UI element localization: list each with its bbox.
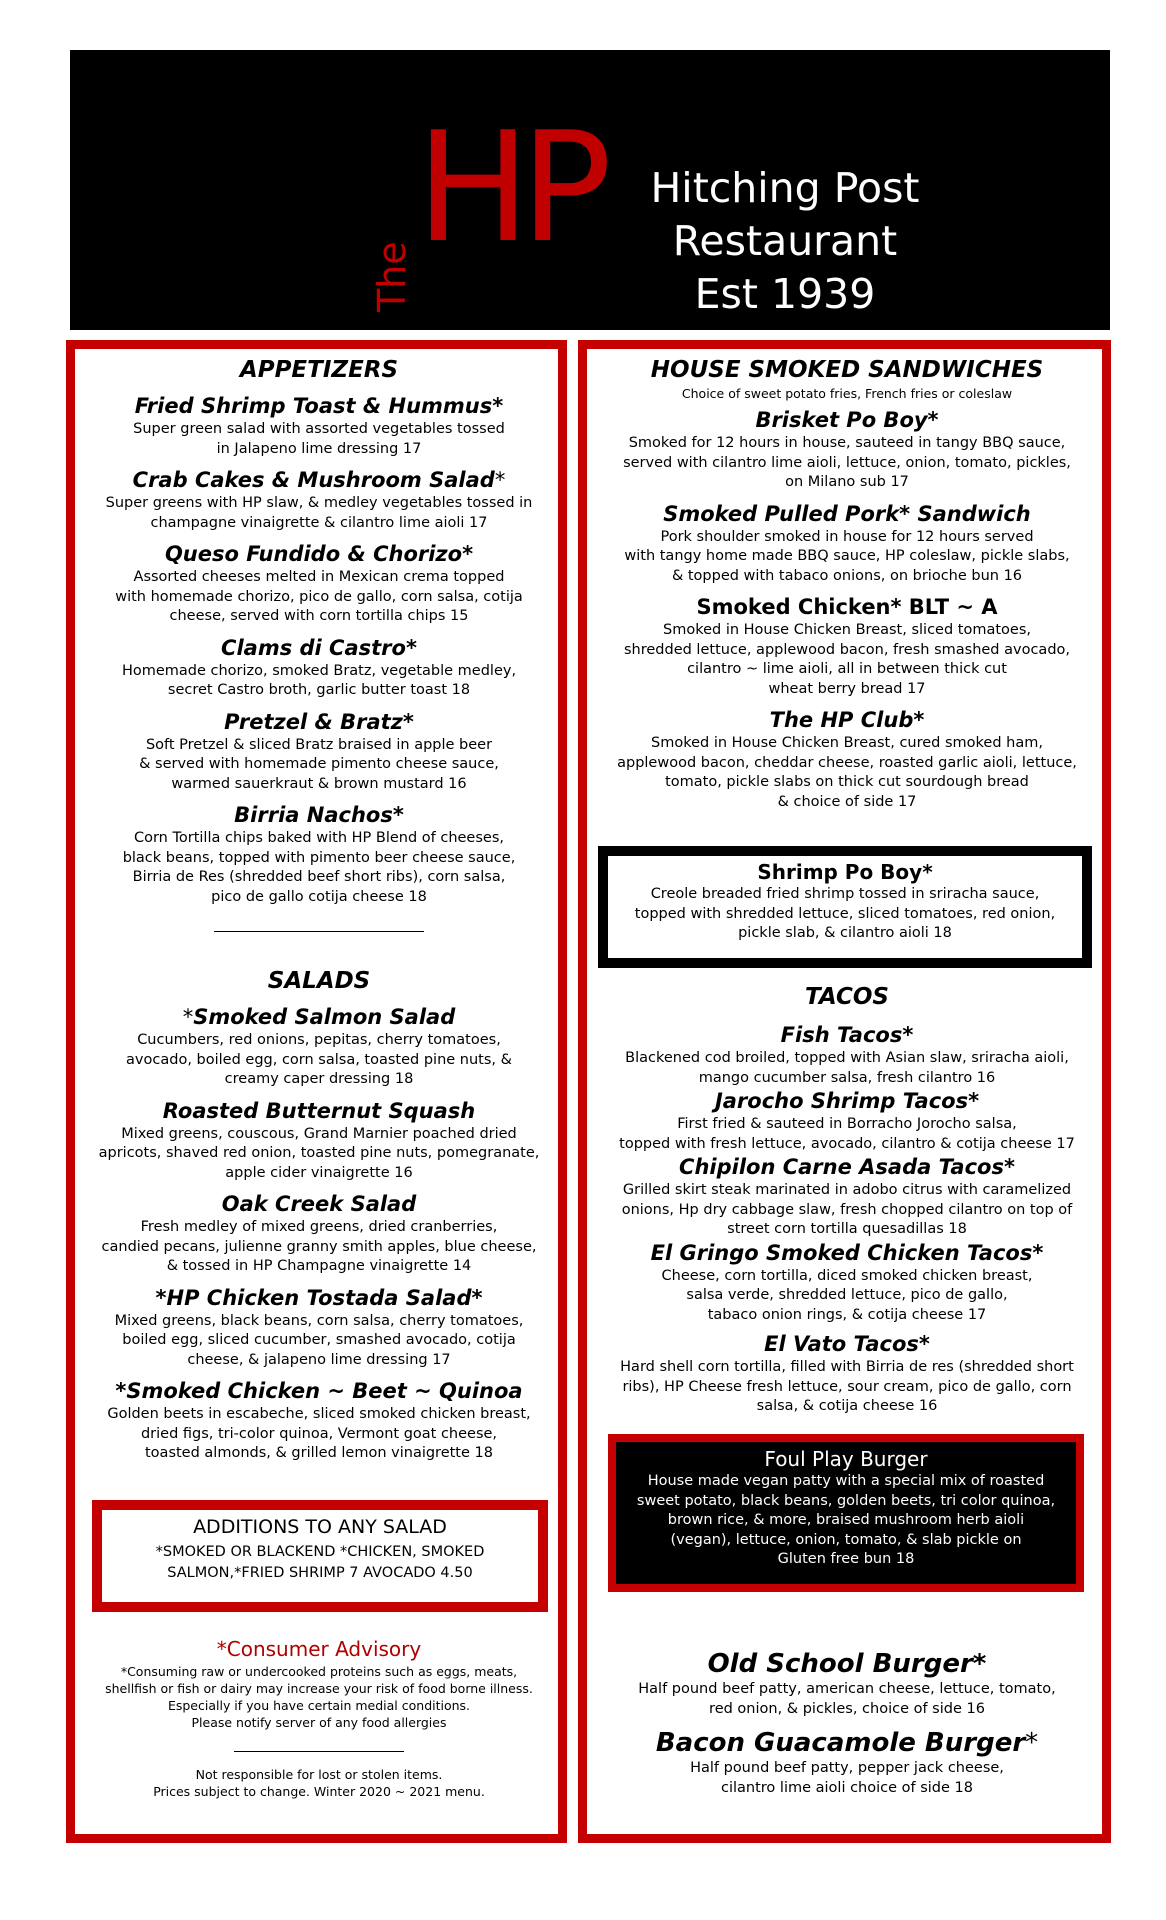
- logo-hp-text: HP: [416, 99, 602, 276]
- desc-line: Smoked in House Chicken Breast, sliced tomatoes,: [663, 622, 1031, 638]
- menu-item: [592, 501, 1102, 587]
- desc-line: Blackened cod broiled, topped with Asian slaw, sriracha aioli,: [625, 1050, 1069, 1066]
- desc-line: Smoked for 12 hours in house, sauteed in tangy BBQ sauce,: [628, 435, 1066, 451]
- item-desc: [592, 1115, 1102, 1154]
- advisory-line: Especially if you have certain medial conditions.: [167, 1698, 471, 1713]
- item-desc: [592, 1267, 1102, 1326]
- desc-line: applewood bacon, cheddar cheese, roasted garlic aioli, lettuce,: [617, 754, 1077, 771]
- item-desc: [80, 420, 558, 459]
- advisory-line: *Consuming raw or undercooked proteins such as eggs, meats,: [120, 1664, 518, 1679]
- item-name-text: Smoked Salmon Salad: [193, 1005, 456, 1029]
- item-desc: [592, 1181, 1102, 1240]
- desc-line: House made vegan patty with a special mix of roasted: [647, 1473, 1045, 1489]
- salads-section: [80, 966, 558, 1464]
- item-desc: [592, 434, 1102, 493]
- desc-line: salsa, & cotija cheese 16: [756, 1398, 938, 1414]
- desc-line: champagne vinaigrette & cilantro lime aioli 17: [150, 514, 488, 531]
- desc-line: & served with homemade pimento cheese sauce,: [139, 756, 499, 772]
- logo-the-text: The: [370, 241, 414, 312]
- established-year: Est 1939: [694, 270, 876, 318]
- header-banner: [70, 50, 1110, 330]
- additions-line: *SMOKED OR BLACKEND *CHICKEN, SMOKED: [155, 1544, 485, 1560]
- desc-line: Golden beets in escabeche, sliced smoked chicken breast,: [107, 1406, 531, 1422]
- desc-line: Cheese, corn tortilla, diced smoked chicken breast,: [661, 1267, 1033, 1284]
- menu-item: [592, 594, 1102, 699]
- desc-line: Smoked in House Chicken Breast, cured smoked ham,: [651, 735, 1043, 751]
- desc-line: tomato, pickle slabs on thick cut sourdough bread: [665, 774, 1029, 790]
- menu-item: [80, 1378, 558, 1464]
- item-desc: [80, 1312, 558, 1371]
- divider-line: [234, 1751, 404, 1752]
- advisory-text: [80, 1663, 558, 1731]
- desc-line: shredded lettuce, applewood bacon, fresh smashed avocado,: [623, 641, 1071, 658]
- menu-item: [80, 541, 558, 627]
- menu-item: [592, 707, 1102, 812]
- menu-item: [592, 1727, 1102, 1798]
- desc-line: dried figs, tri-color quinoa, Vermont goat cheese,: [140, 1425, 498, 1442]
- desc-line: cheese, served with corn tortilla chips 15: [169, 608, 469, 624]
- tacos-title: TACOS: [805, 984, 889, 1010]
- additions-text: [102, 1542, 538, 1584]
- item-desc: [592, 528, 1102, 587]
- divider: [80, 931, 558, 932]
- menu-item: [592, 1331, 1102, 1417]
- desc-line: wheat berry bread 17: [768, 680, 926, 697]
- foul-play-burger-box: [608, 1434, 1084, 1592]
- item-desc: [592, 1358, 1102, 1417]
- salads-title: SALADS: [267, 968, 371, 994]
- desc-line: pico de gallo cotija cheese 18: [211, 888, 427, 905]
- desc-line: candied pecans, julienne granny smith apples, blue cheese,: [101, 1238, 537, 1255]
- item-desc: [592, 1759, 1102, 1798]
- desc-line: Super green salad with assorted vegetables tossed: [133, 421, 505, 437]
- desc-line: Mixed greens, black beans, corn salsa, cherry tomatoes,: [114, 1312, 524, 1329]
- menu-item: [80, 467, 558, 533]
- item-name-prefix: *: [182, 1005, 194, 1029]
- item-desc: [80, 829, 558, 907]
- desc-line: Super greens with HP slaw, & medley vegetables tossed in: [105, 495, 533, 511]
- menu-item: [80, 1004, 558, 1090]
- item-name: Brisket Po Boy*: [755, 408, 939, 432]
- desc-line: in Jalapeno lime dressing 17: [216, 440, 422, 457]
- desc-line: Gluten free bun 18: [777, 1551, 915, 1567]
- menu-item: [80, 635, 558, 701]
- item-name: Fried Shrimp Toast & Hummus*: [134, 394, 504, 418]
- appetizers-title: APPETIZERS: [239, 357, 399, 383]
- desc-line: salsa verde, shredded lettuce, pico de gallo,: [686, 1287, 1008, 1303]
- advisory-line: shellfish or fish or dairy may increase your risk of food borne illness.: [105, 1681, 533, 1696]
- item-name: El Vato Tacos*: [764, 1332, 930, 1356]
- item-name: Jarocho Shrimp Tacos*: [714, 1089, 980, 1113]
- desc-line: toasted almonds, & grilled lemon vinaigrette 18: [145, 1445, 493, 1461]
- menu-item: [80, 393, 558, 459]
- item-name: Smoked Pulled Pork* Sandwich: [663, 501, 1031, 526]
- item-name: Birria Nachos*: [234, 803, 404, 827]
- item-name: Roasted Butternut Squash: [162, 1098, 476, 1123]
- desc-line: & topped with tabaco onions, on brioche bun 16: [671, 567, 1023, 584]
- item-name: Fish Tacos*: [780, 1023, 914, 1047]
- menu-item: [592, 1022, 1102, 1088]
- desc-line: warmed sauerkraut & brown mustard 16: [171, 775, 467, 792]
- desc-line: Hard shell corn tortilla, filled with Birria de res (shredded short: [620, 1359, 1074, 1375]
- item-name: Chipilon Carne Asada Tacos*: [679, 1155, 1015, 1179]
- desc-line: Birria de Res (shredded beef short ribs), corn salsa,: [132, 869, 506, 885]
- desc-line: Soft Pretzel & sliced Bratz braised in apple beer: [145, 736, 493, 753]
- item-desc: [592, 621, 1102, 699]
- item-desc: [80, 568, 558, 627]
- desc-line: creamy caper dressing 18: [224, 1071, 414, 1087]
- item-name: Oak Creek Salad: [221, 1192, 417, 1216]
- item-desc: [80, 1405, 558, 1464]
- menu-item: [592, 1088, 1102, 1154]
- desc-line: tabaco onion rings, & cotija cheese 17: [707, 1306, 987, 1323]
- desc-line: Half pound beef patty, pepper jack cheese,: [690, 1760, 1004, 1776]
- desc-line: First fried & sauteed in Borracho Jorocho salsa,: [677, 1116, 1017, 1132]
- desc-line: served with cilantro lime aioli, lettuce, onion, tomato, pickles,: [623, 454, 1071, 471]
- desc-line: cheese, & jalapeno lime dressing 17: [187, 1351, 451, 1368]
- menu-item: [592, 407, 1102, 493]
- item-name-text: Bacon Guacamole Burger: [655, 1728, 1026, 1758]
- item-name: Pretzel & Bratz*: [224, 709, 414, 734]
- item-name-text: Crab Cakes & Mushroom Salad: [132, 468, 495, 492]
- desc-line: & tossed in HP Champagne vinaigrette 14: [166, 1258, 472, 1274]
- item-name: [80, 467, 558, 494]
- item-name: [80, 1004, 558, 1031]
- desc-line: street corn tortilla quesadillas 18: [727, 1221, 967, 1237]
- desc-line: cilantro lime aioli choice of side 18: [721, 1779, 973, 1796]
- desc-line: Grilled skirt steak marinated in adobo citrus with caramelized: [622, 1182, 1072, 1198]
- advisory-title: *Consumer Advisory: [216, 1637, 422, 1661]
- item-desc: [80, 736, 558, 795]
- menu-item: [80, 709, 558, 795]
- additions-line: SALMON,*FRIED SHRIMP 7 AVOCADO 4.50: [167, 1565, 473, 1581]
- restaurant-name: Hitching Post Restaurant: [650, 164, 920, 265]
- item-desc: [80, 1031, 558, 1090]
- desc-line: Half pound beef patty, american cheese, lettuce, tomato,: [638, 1681, 1056, 1697]
- desc-line: red onion, & pickles, choice of side 16: [709, 1700, 985, 1717]
- burgers-section: [592, 1648, 1102, 1798]
- desc-line: avocado, boiled egg, corn salsa, toasted pine nuts, &: [126, 1051, 512, 1068]
- desc-line: boiled egg, sliced cucumber, smashed avocado, cotija: [122, 1332, 516, 1348]
- item-name-suffix: *: [1025, 1728, 1039, 1758]
- footer-line: Not responsible for lost or stolen items.: [195, 1767, 443, 1782]
- desc-line: Creole breaded fried shrimp tossed in sriracha sauce,: [650, 886, 1040, 902]
- desc-line: on Milano sub 17: [785, 474, 909, 490]
- menu-item: [592, 1648, 1102, 1719]
- desc-line: Mixed greens, couscous, Grand Marnier poached dried: [121, 1125, 517, 1142]
- item-desc: [80, 662, 558, 701]
- desc-line: with homemade chorizo, pico de gallo, corn salsa, cotija: [115, 588, 523, 605]
- item-name: Smoked Chicken* BLT ~ A: [696, 595, 998, 619]
- shrimp-po-boy-box: [598, 846, 1092, 968]
- menu-item: [80, 802, 558, 907]
- item-desc: [80, 1125, 558, 1184]
- desc-line: topped with fresh lettuce, avocado, cilantro & cotija cheese 17: [619, 1135, 1075, 1152]
- item-desc: [592, 734, 1102, 812]
- additions-title: ADDITIONS TO ANY SALAD: [193, 1516, 447, 1538]
- menu-footer: [80, 1766, 558, 1800]
- item-desc: [608, 885, 1082, 944]
- item-name: *HP Chicken Tostada Salad*: [155, 1285, 483, 1310]
- item-name: Clams di Castro*: [221, 635, 417, 660]
- sandwiches-subtitle: Choice of sweet potato fries, French fries or coleslaw: [681, 386, 1013, 401]
- restaurant-title: [550, 162, 1020, 321]
- item-name: Shrimp Po Boy*: [757, 860, 933, 884]
- sandwiches-section: [592, 355, 1102, 812]
- footer-line: Prices subject to change. Winter 2020 ~ 2021 menu.: [153, 1784, 485, 1799]
- item-desc: [592, 1049, 1102, 1088]
- desc-line: Pork shoulder smoked in house for 12 hours served: [660, 528, 1034, 545]
- desc-line: Corn Tortilla chips baked with HP Blend of cheeses,: [133, 830, 504, 846]
- menu-item: [80, 1098, 558, 1184]
- tacos-section: [592, 982, 1102, 1417]
- item-name: Old School Burger*: [707, 1649, 987, 1679]
- item-name: Queso Fundido & Chorizo*: [164, 542, 474, 566]
- desc-line: Homemade chorizo, smoked Bratz, vegetable medley,: [121, 662, 517, 679]
- item-name: Foul Play Burger: [764, 1447, 928, 1471]
- desc-line: brown rice, & more, braised mushroom herb aioli: [667, 1512, 1025, 1528]
- menu-item: [80, 1285, 558, 1371]
- sandwiches-title: HOUSE SMOKED SANDWICHES: [650, 357, 1044, 383]
- desc-line: Fresh medley of mixed greens, dried cranberries,: [140, 1219, 498, 1235]
- desc-line: black beans, topped with pimento beer cheese sauce,: [122, 849, 516, 866]
- desc-line: secret Castro broth, garlic butter toast 18: [167, 682, 471, 698]
- item-desc: [592, 1680, 1102, 1719]
- desc-line: with tangy home made BBQ sauce, HP coleslaw, pickle slabs,: [624, 548, 1070, 564]
- appetizers-section: [80, 355, 558, 932]
- menu-item: [592, 1154, 1102, 1240]
- salad-additions-box: [92, 1500, 548, 1612]
- desc-line: ribs), HP Cheese fresh lettuce, sour cream, pico de gallo, corn: [622, 1378, 1072, 1395]
- item-name: *Smoked Chicken ~ Beet ~ Quinoa: [115, 1379, 523, 1403]
- item-name: The HP Club*: [769, 708, 925, 732]
- desc-line: & choice of side 17: [777, 793, 917, 810]
- item-desc: [616, 1472, 1076, 1570]
- menu-item: [592, 1240, 1102, 1326]
- desc-line: Cucumbers, red onions, pepitas, cherry tomatoes,: [137, 1032, 501, 1048]
- item-name: [592, 1727, 1102, 1759]
- item-desc: [80, 1218, 558, 1277]
- desc-line: mango cucumber salsa, fresh cilantro 16: [698, 1069, 996, 1086]
- desc-line: cilantro ~ lime aioli, all in between thick cut: [687, 661, 1007, 677]
- item-name-suffix: *: [494, 468, 506, 492]
- desc-line: onions, Hp dry cabbage slaw, fresh chopped cilantro on top of: [621, 1201, 1073, 1218]
- item-desc: [80, 494, 558, 533]
- desc-line: apricots, shaved red onion, toasted pine nuts, pomegranate,: [98, 1145, 540, 1161]
- divider-line: [214, 931, 424, 932]
- divider: [80, 1751, 558, 1752]
- desc-line: sweet potato, black beans, golden beets, tri color quinoa,: [636, 1492, 1056, 1509]
- desc-line: Assorted cheeses melted in Mexican crema topped: [133, 569, 505, 585]
- desc-line: topped with shredded lettuce, sliced tomatoes, red onion,: [634, 905, 1056, 922]
- menu-item: [80, 1191, 558, 1277]
- advisory-line: Please notify server of any food allergies: [191, 1715, 447, 1730]
- desc-line: (vegan), lettuce, onion, tomato, & slab pickle on: [670, 1531, 1022, 1548]
- desc-line: apple cider vinaigrette 16: [225, 1164, 413, 1181]
- consumer-advisory: [80, 1636, 558, 1800]
- desc-line: pickle slab, & cilantro aioli 18: [738, 925, 952, 941]
- item-name: El Gringo Smoked Chicken Tacos*: [650, 1240, 1044, 1265]
